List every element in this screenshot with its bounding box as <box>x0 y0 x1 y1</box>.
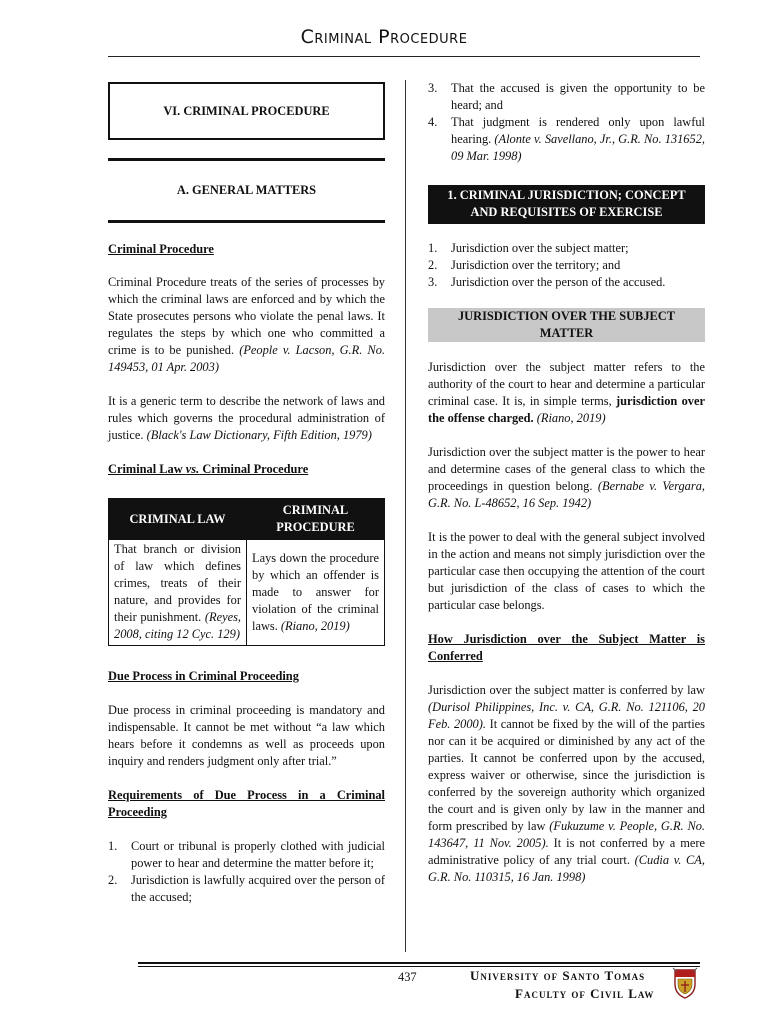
list-item-text-body: That judgment is rendered only upon lawful hearing. <box>451 115 705 146</box>
criminal-procedure-cell <box>247 540 385 646</box>
how-conferred-heading: How Jurisdiction over the Subject Matter is Conferred <box>428 632 705 663</box>
table-header-criminal-procedure: CRIMINAL PROCEDURE <box>247 499 385 540</box>
requirements-citation: (Alonte v. Savellano, Jr., G.R. No. 131652, 09 Mar. 1998) <box>451 132 705 163</box>
column-divider <box>405 80 406 952</box>
university-name: University of Santo Tomas <box>470 968 646 983</box>
header-rule <box>108 56 700 57</box>
list-item-text: Jurisdiction over the territory; and <box>451 258 621 272</box>
list-item-text: Court or tribunal is properly clothed with judicial power to hear and determine the matter before it; <box>131 839 385 870</box>
cp-para2-citation: (Black's Law Dictionary, Fifth Edition, 1979) <box>146 428 372 442</box>
criminal-procedure-citation: (Riano, 2019) <box>280 618 350 633</box>
comparison-table <box>108 498 385 646</box>
jurisdiction-requisites-list <box>428 240 705 291</box>
how-text-a: Jurisdiction over the subject matter is conferred by law <box>428 683 705 697</box>
list-item <box>428 114 705 165</box>
list-item-text: That the accused is given the opportunity to be heard; and <box>451 81 705 112</box>
list-item-number: 1. <box>428 241 438 255</box>
footer-rule-thick <box>138 962 700 964</box>
list-item-number: 4. <box>428 115 438 129</box>
how-citation-3: (Cudia v. CA, G.R. No. 110315, 16 Jan. 1998) <box>428 853 705 884</box>
criminal-law-definition: That branch or division of law which defines crimes, treats of their nature, and provides for their punishment. <box>114 542 241 624</box>
subject-matter-paragraph-1 <box>428 359 705 427</box>
vs-heading-part-b: Criminal Procedure <box>199 462 309 476</box>
requirements-heading: Requirements of Due Process in a Criminal Proceeding <box>108 788 385 819</box>
jurisdiction-section-box: 1. CRIMINAL JURISDICTION; CONCEPT AND REQUISITES OF EXERCISE <box>428 185 705 224</box>
how-citation-1: (Durisol Philippines, Inc. v. CA, G.R. No. 121106, 20 Feb. 2000). <box>428 700 705 731</box>
list-item-number: 3. <box>428 275 438 289</box>
faculty-name: Faculty of Civil Law <box>515 986 655 1001</box>
footer-rule-thin <box>138 966 700 967</box>
requirements-list-continued <box>428 80 705 165</box>
list-item-number: 1. <box>108 839 118 853</box>
due-process-paragraph: Due process in criminal proceeding is mandatory and indispensable. It cannot be met without “a law which hears before it condemns as well as proceeds upon inquiry and renders judgment only after trial.” <box>108 703 385 768</box>
list-item <box>108 838 385 872</box>
list-item-number: 3. <box>428 81 438 95</box>
subject-matter-box: JURISDICTION OVER THE SUBJECT MATTER <box>428 308 705 342</box>
list-item <box>428 257 705 274</box>
list-item-text: Jurisdiction over the subject matter; <box>451 241 629 255</box>
how-text-c: It is not conferred by a mere administrative policy of any trial court. <box>428 836 705 867</box>
requirements-list <box>108 838 385 906</box>
vs-heading-part-a: Criminal Law <box>108 462 186 476</box>
criminal-law-cell <box>109 540 247 646</box>
criminal-procedure-definition <box>108 274 385 376</box>
subject-matter-paragraph-2 <box>428 444 705 512</box>
how-conferred-paragraph <box>428 682 705 886</box>
list-item <box>108 872 385 906</box>
criminal-law-citation: (Reyes, 2008, citing 12 Cyc. 129) <box>114 610 241 641</box>
right-column <box>428 80 705 886</box>
how-text-b: It cannot be fixed by the will of the parties nor can it be acquired or diminished by any act of the parties. It cannot be conferred upon by the accused, express waiver or otherwise, since the jurisdiction is conferred by the sovereign authority which organized the court and is given only by law in the manner and form prescribed by law <box>428 717 705 833</box>
left-column <box>108 80 385 906</box>
ust-seal-icon <box>672 966 698 1000</box>
table-header-criminal-law: CRIMINAL LAW <box>109 499 247 540</box>
list-item-text: Jurisdiction over the person of the accused. <box>451 275 666 289</box>
list-item-number: 2. <box>108 873 118 887</box>
list-item-text: Jurisdiction is lawfully acquired over the person of the accused; <box>131 873 385 904</box>
list-item <box>428 240 705 257</box>
criminal-procedure-definition-cell: Lays down the procedure by which an offender is made to answer for violation of the criminal laws. <box>252 550 379 633</box>
cp-para1-citation: (People v. Lacson, G.R. No. 149453, 01 Apr. 2003) <box>108 343 385 374</box>
subj-para1-text: Jurisdiction over the subject matter refers to the authority of the court to hear and determine a particular criminal case. It is, in simple terms, <box>428 360 705 408</box>
subj-para1-citation: (Riano, 2019) <box>536 411 606 425</box>
due-process-heading: Due Process in Criminal Proceeding <box>108 669 299 683</box>
law-vs-procedure-heading <box>108 461 385 478</box>
subsection-title: A. GENERAL MATTERS <box>176 183 317 197</box>
subj-para2-text: Jurisdiction over the subject matter is the power to hear and determine cases of the general class to which the proceedings in question belong. <box>428 445 705 493</box>
subject-matter-paragraph-3: It is the power to deal with the general subject involved in the action and means not simply jurisdiction over the particular case then occupying the attention of the court but jurisdiction of the class of cases to which the particular case belongs. <box>428 530 705 612</box>
how-citation-2: (Fukuzume v. People, G.R. No. 143647, 11 Nov. 2005). <box>428 819 706 850</box>
cp-para2-text: It is a generic term to describe the network of laws and rules which governs the procedural administration of justice. <box>108 394 385 442</box>
cp-para1-text: Criminal Procedure treats of the series of processes by which the criminal laws are enforced and by which the State prosecutes persons who violate the penal laws. It regulates the steps by which one who committed a crime is to be punished. <box>108 275 385 357</box>
generic-term-paragraph <box>108 393 385 444</box>
list-item <box>428 80 705 114</box>
criminal-procedure-heading: Criminal Procedure <box>108 242 214 256</box>
subj-para1-bold: jurisdiction over the offense charged. <box>428 394 705 425</box>
list-item <box>428 274 705 291</box>
section-rule-top <box>108 158 385 161</box>
section-title-box: VI. CRIMINAL PROCEDURE <box>108 82 385 140</box>
list-item-number: 2. <box>428 258 438 272</box>
section-rule-bottom <box>108 220 385 223</box>
vs-heading-vs: vs. <box>185 462 200 476</box>
page-header-title: Criminal Procedure <box>300 26 468 48</box>
subj-para2-citation: (Bernabe v. Vergara, G.R. No. L-48652, 16 Sep. 1942) <box>428 479 705 510</box>
page-number: 437 <box>398 970 417 984</box>
list-item-text <box>451 114 705 165</box>
